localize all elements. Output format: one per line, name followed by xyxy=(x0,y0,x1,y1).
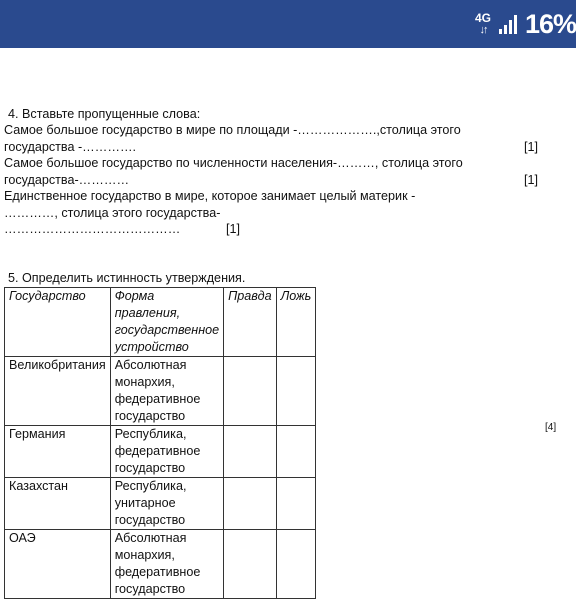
lie-cell[interactable] xyxy=(276,357,316,426)
state-cell: Казахстан xyxy=(5,478,111,530)
network-type: 4G xyxy=(474,11,491,25)
task4-line: …………………………………… xyxy=(4,222,181,236)
truth-cell[interactable] xyxy=(224,426,276,478)
form-cell: Республика, унитарное государство xyxy=(110,478,223,530)
score-mark: [1] xyxy=(226,222,241,236)
task4-line: Самое большое государство по численности населения-………, столица этого xyxy=(4,156,463,170)
table-row xyxy=(5,357,316,426)
score-mark: [4] xyxy=(545,422,557,433)
data-arrows-icon: ↓↑ xyxy=(479,24,487,36)
lie-cell[interactable] xyxy=(276,530,316,599)
column-header-state: Государство xyxy=(5,288,111,357)
score-mark: [1] xyxy=(524,173,539,187)
table-header-row xyxy=(5,288,316,357)
table-row xyxy=(5,530,316,599)
network-indicator xyxy=(475,12,491,36)
form-cell: Абсолютная монархия, федеративное государство xyxy=(110,357,223,426)
column-header-truth: Правда xyxy=(224,288,276,357)
task4-line: Самое большое государство в мире по площади -……………….,столица этого xyxy=(4,123,461,137)
signal-bars-icon xyxy=(499,14,517,34)
statements-table xyxy=(4,287,316,599)
battery-level: 16% xyxy=(524,8,576,39)
score-mark: [1] xyxy=(524,140,539,154)
task4-line: государства -…………. xyxy=(4,140,137,154)
state-cell: Великобритания xyxy=(5,357,111,426)
task4-line: …………, столица этого государства- xyxy=(4,206,221,220)
form-cell: Абсолютная монархия, федеративное государство xyxy=(110,530,223,599)
column-header-lie: Ложь xyxy=(276,288,316,357)
status-indicators xyxy=(475,9,576,39)
state-cell: ОАЭ xyxy=(5,530,111,599)
lie-cell[interactable] xyxy=(276,426,316,478)
form-cell: Республика, федеративное государство xyxy=(110,426,223,478)
task5-heading: 5. Определить истинность утверждения. xyxy=(8,271,246,285)
task4-line: Единственное государство в мире, которое занимает целый материк - xyxy=(4,189,416,203)
truth-cell[interactable] xyxy=(224,357,276,426)
truth-cell[interactable] xyxy=(224,478,276,530)
status-bar xyxy=(0,0,576,48)
task4-line: государства-………… xyxy=(4,173,130,187)
task4-heading: 4. Вставьте пропущенные слова: xyxy=(8,107,201,121)
state-cell: Германия xyxy=(5,426,111,478)
truth-cell[interactable] xyxy=(224,530,276,599)
column-header-form: Форма правления, государственное устройство xyxy=(110,288,223,357)
table-row xyxy=(5,426,316,478)
table-row xyxy=(5,478,316,530)
lie-cell[interactable] xyxy=(276,478,316,530)
